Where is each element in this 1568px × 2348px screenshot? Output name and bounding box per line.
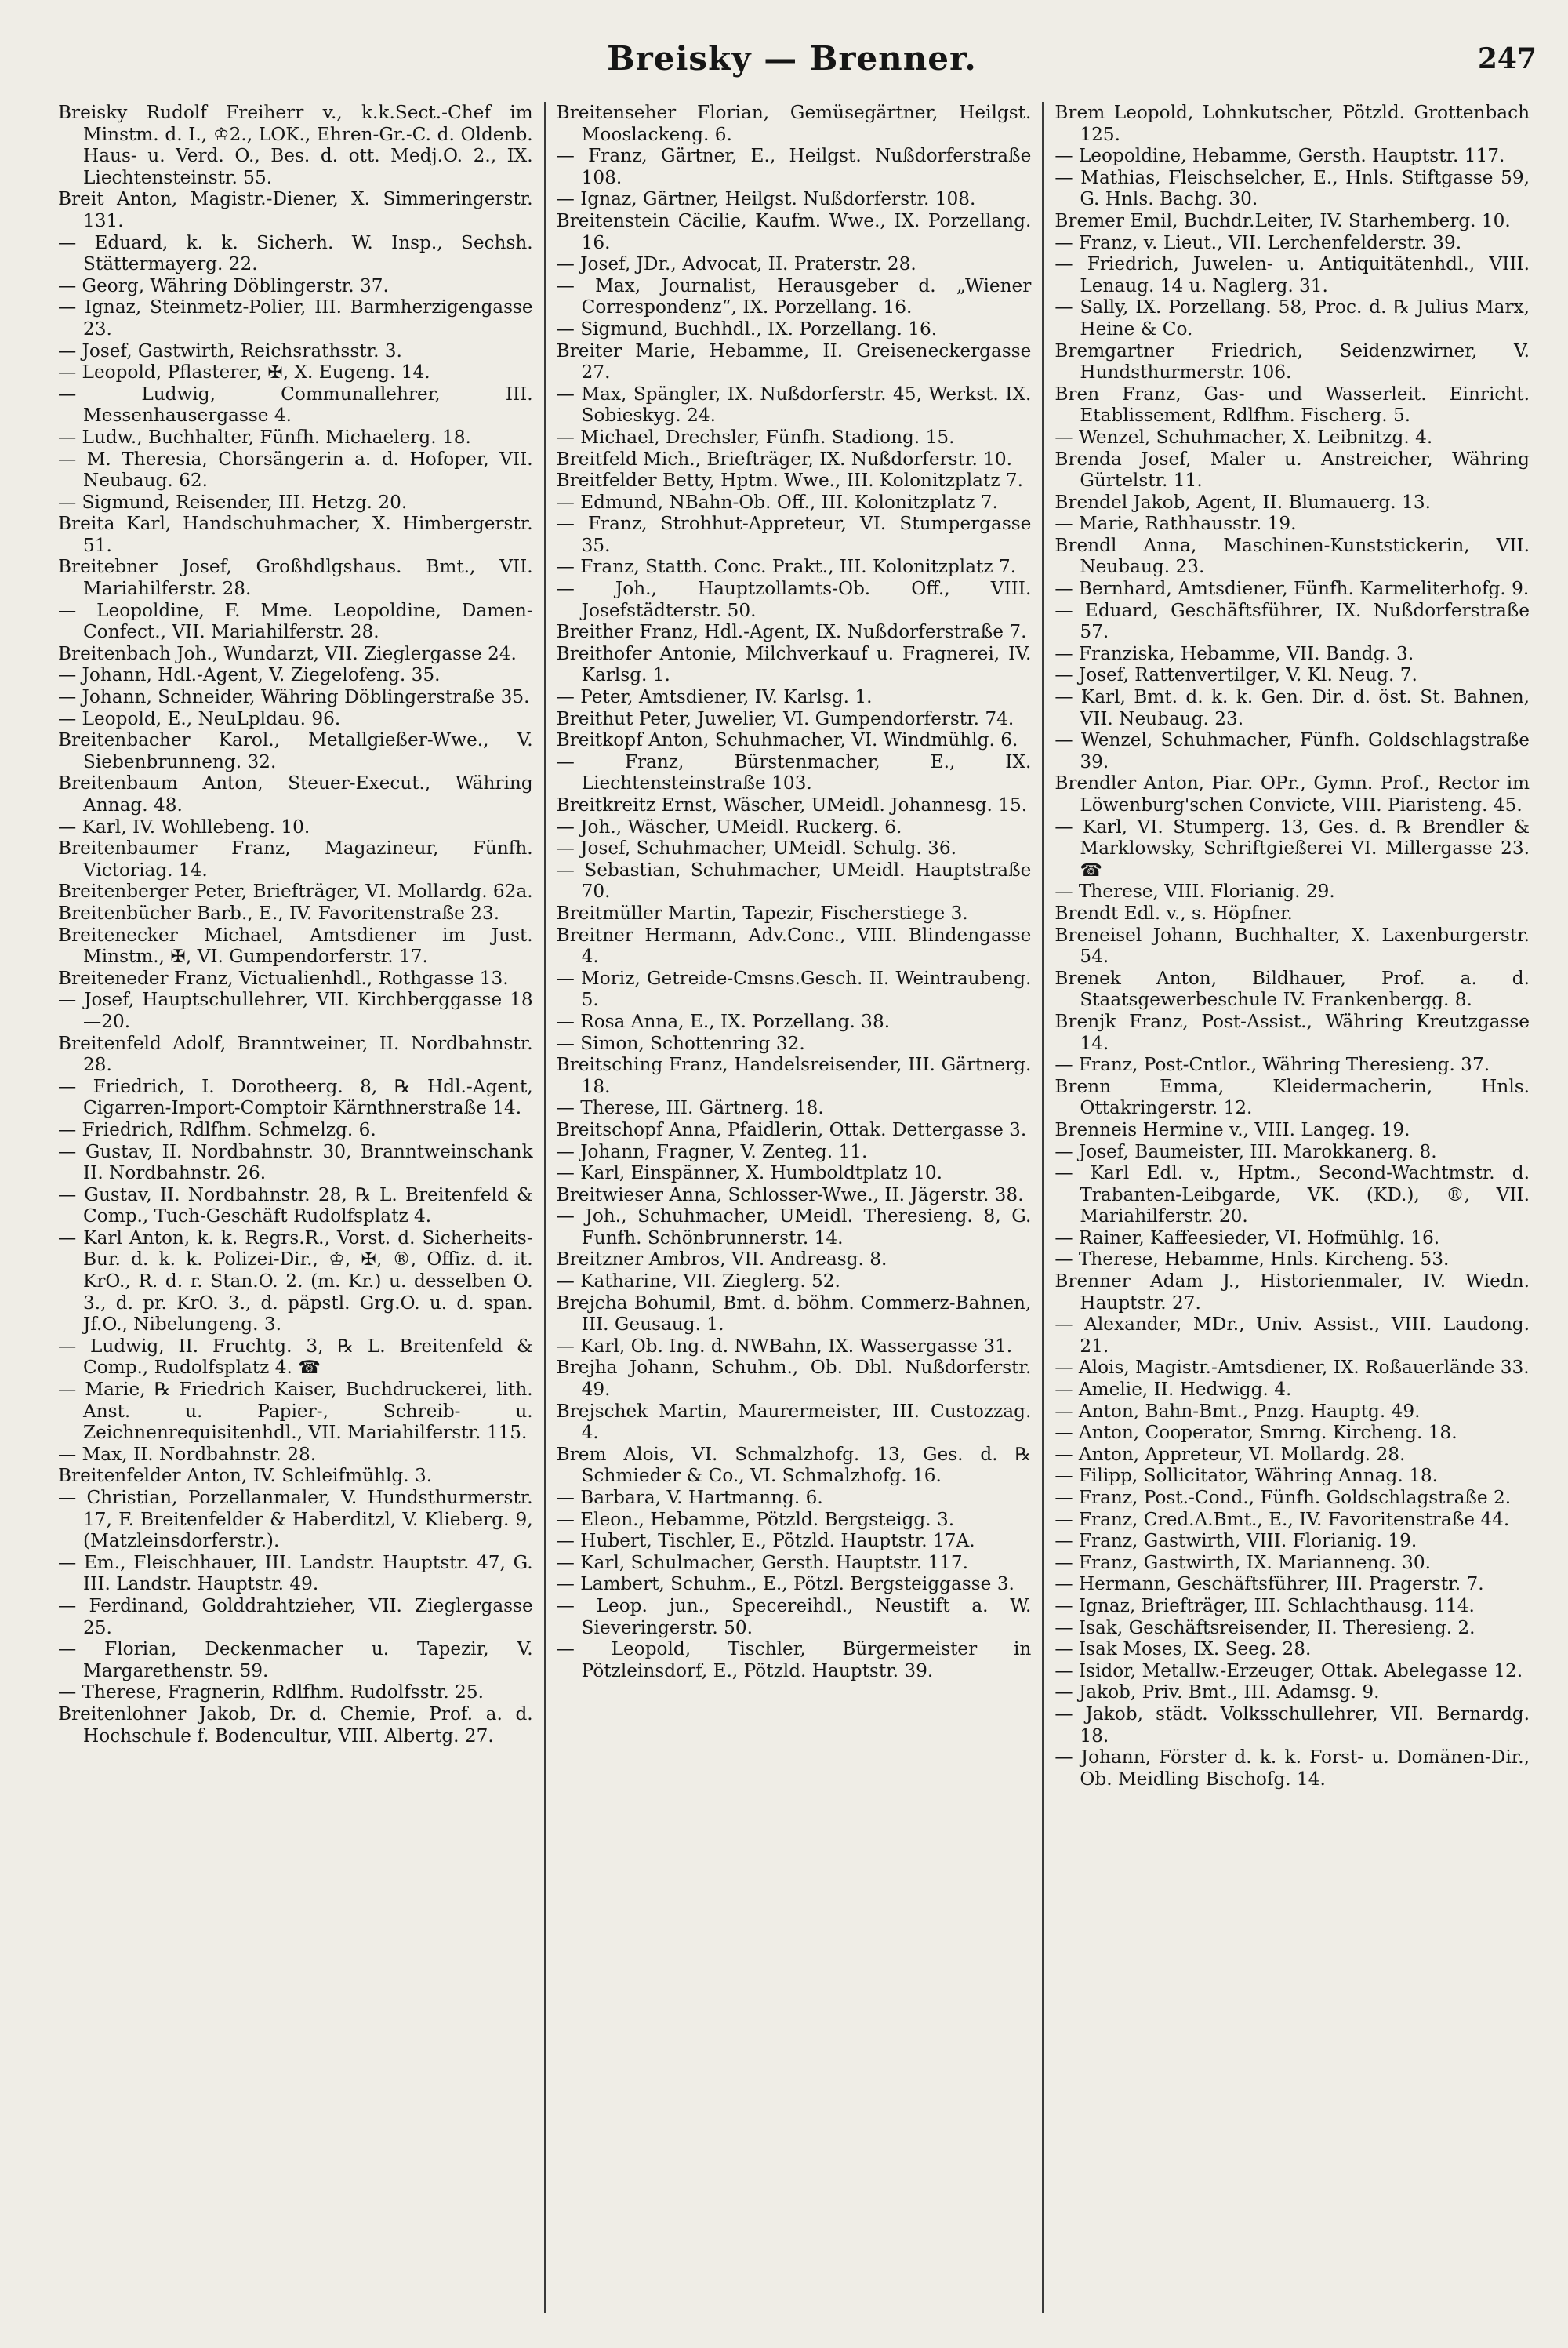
directory-entry: — Ignaz, Steinmetz-Polier, III. Barmherzigengasse 23. [58,296,533,340]
directory-entry: — Franz, Cred.A.Bmt., E., IV. Favoritenstraße 44. [1054,1508,1510,1530]
directory-entry: Breitfeld Mich., Briefträger, IX. Nußdorferstr. 10. [556,448,1013,470]
directory-entry: — Filipp, Sollicitator, Währing Annag. 18. [1054,1465,1438,1487]
directory-entry: — Edmund, NBahn-Ob. Off., III. Kolonitzplatz 7. [556,491,998,513]
directory-entry: Brejschek Martin, Maurermeister, III. Custozzag. 4. [556,1400,1032,1444]
directory-entry: Brem Alois, VI. Schmalzhofg. 13, Ges. d. ℞ Schmieder & Co., VI. Schmalzhofg. 16. [556,1443,1032,1487]
directory-columns [47,102,1541,2313]
directory-entry: Breithut Peter, Juwelier, VI. Gumpendorferstr. 74. [556,707,1014,729]
directory-entry: — Josef, Gastwirth, Reichsrathsstr. 3. [58,340,402,362]
directory-entry: — Rosa Anna, E., IX. Porzellang. 38. [556,1010,891,1032]
directory-entry: — Franziska, Hebamme, VII. Bandg. 3. [1054,642,1414,664]
directory-entry: — Max, Spängler, IX. Nußdorferstr. 45, Werkst. IX. Sobieskyg. 24. [556,383,1032,427]
directory-entry: — Ferdinand, Golddrahtzieher, VII. Zieglergasse 25. [58,1594,533,1638]
directory-entry: — Alexander, MDr., Univ. Assist., VIII. Laudong. 21. [1054,1314,1530,1357]
directory-entry: — Georg, Währing Döblingerstr. 37. [58,274,389,296]
directory-entry: Breitenbücher Barb., E., IV. Favoritenstraße 23. [58,902,500,924]
directory-entry: — Sally, IX. Porzellang. 58, Proc. d. ℞ Julius Marx, Heine & Co. [1054,296,1530,340]
directory-entry: — Franz, v. Lieut., VII. Lerchenfelderstr. 39. [1054,231,1462,253]
directory-entry: Bremgartner Friedrich, Seidenzwirner, V. Hundsthurmerstr. 106. [1054,340,1530,383]
directory-entry: — Katharine, VII. Zieglerg. 52. [556,1270,840,1292]
directory-entry: — Gustav, II. Nordbahnstr. 28, ℞ L. Breitenfeld & Comp., Tuch-Geschäft Rudolfsplatz 4. [58,1183,533,1227]
directory-entry: — Therese, VIII. Florianig. 29. [1054,881,1335,903]
directory-entry: — Franz, Strohhut-Appreteur, VI. Stumpergasse 35. [556,513,1032,556]
directory-entry: — Johann, Hdl.-Agent, V. Ziegelofeng. 35. [58,664,441,686]
page-number: 247 [1477,42,1537,75]
directory-entry: — Mathias, Fleischselcher, E., Hnls. Stiftgasse 59, G. Hnls. Bachg. 30. [1054,166,1530,210]
directory-entry: — Eduard, Geschäftsführer, IX. Nußdorferstraße 57. [1054,599,1530,643]
directory-entry: — M. Theresia, Chorsängerin a. d. Hofoper, VII. Neubaug. 62. [58,448,533,492]
directory-entry: Breitenlohner Jakob, Dr. d. Chemie, Prof. a. d. Hochschule f. Bodencultur, VIII. Albertg. 27. [58,1703,533,1746]
directory-entry: — Em., Fleischhauer, III. Landstr. Hauptstr. 47, G. III. Landstr. Hauptstr. 49. [58,1551,533,1595]
directory-entry: — Hermann, Geschäftsführer, III. Pragerstr. 7. [1054,1573,1484,1595]
directory-entry: — Max, II. Nordbahnstr. 28. [58,1443,317,1465]
directory-entry: — Joh., Wäscher, UMeidl. Ruckerg. 6. [556,816,902,838]
directory-entry: — Friedrich, I. Dorotheerg. 8, ℞ Hdl.-Agent, Cigarren-Import-Comptoir Kärnthnerstraße 14. [58,1075,533,1119]
directory-entry: — Franz, Post.-Cond., Fünfh. Goldschlagstraße 2. [1054,1487,1512,1508]
directory-entry: — Alois, Magistr.-Amtsdiener, IX. Roßauerlände 33. [1054,1357,1530,1379]
directory-entry: Brejcha Bohumil, Bmt. d. böhm. Commerz-Bahnen, III. Geusaug. 1. [556,1292,1032,1336]
directory-entry: Breitenseher Florian, Gemüsegärtner, Heilgst. Mooslackeng. 6. [556,102,1032,145]
directory-entry: Breitenecker Michael, Amtsdiener im Just. Minstm., ✠, VI. Gumpendorferstr. 17. [58,924,533,968]
directory-entry: — Bernhard, Amtsdiener, Fünfh. Karmeliterhofg. 9. [1054,578,1530,600]
directory-entry: — Marie, Rathhausstr. 19. [1054,513,1297,535]
directory-entry: — Ignaz, Briefträger, III. Schlachthausg. 114. [1054,1594,1475,1616]
directory-entry: Breitmüller Martin, Tapezir, Fischerstiege 3. [556,902,968,924]
directory-entry: Brenn Emma, Kleidermacherin, Hnls. Ottakringerstr. 12. [1054,1075,1530,1119]
directory-entry: — Karl, Einspänner, X. Humboldtplatz 10. [556,1162,942,1184]
directory-entry: Breitkopf Anton, Schuhmacher, VI. Windmühlg. 6. [556,729,1018,751]
directory-entry: — Jakob, städt. Volksschullehrer, VII. Bernardg. 18. [1054,1703,1530,1746]
directory-entry: — Eleon., Hebamme, Pötzld. Bergsteigg. 3. [556,1508,955,1530]
directory-entry: — Karl, Schulmacher, Gersth. Hauptstr. 117. [556,1551,968,1573]
directory-entry: Bremer Emil, Buchdr.Leiter, IV. Starhemberg. 10. [1054,209,1511,231]
directory-entry: — Leopoldine, Hebamme, Gersth. Hauptstr. 117. [1054,145,1505,167]
directory-entry: Brenjk Franz, Post-Assist., Währing Kreutzgasse 14. [1054,1010,1530,1054]
directory-entry: Breit Anton, Magistr.-Diener, X. Simmeringerstr. 131. [58,188,533,231]
directory-entry: — Karl, Bmt. d. k. k. Gen. Dir. d. öst. St. Bahnen, VII. Neubaug. 23. [1054,686,1530,729]
directory-entry: Breitenfelder Anton, IV. Schleifmühlg. 3. [58,1465,433,1487]
directory-entry: Bren Franz, Gas- und Wasserleit. Einricht. Etablissement, Rdlfhm. Fischerg. 5. [1054,383,1530,427]
directory-entry: Breitschopf Anna, Pfaidlerin, Ottak. Dettergasse 3. [556,1118,1027,1140]
directory-entry: — Karl, VI. Stumperg. 13, Ges. d. ℞ Brendler & Marklowsky, Schriftgießerei VI. Millergasse 23. ☎ [1054,816,1530,881]
directory-entry: Brejha Johann, Schuhm., Ob. Dbl. Nußdorferstr. 49. [556,1357,1032,1401]
directory-entry: — Sigmund, Buchhdl., IX. Porzellang. 16. [556,318,938,340]
directory-entry: Breisky Rudolf Freiherr v., k.k.Sect.-Chef im Minstm. d. I., ♔2., LOK., Ehren-Gr.-C. d. Oldenb. Haus- u. Verd. O., Bes. d. ott. Medj.O. 2., IX. Liechtensteinstr. 55. [58,102,533,188]
directory-entry: — Marie, ℞ Friedrich Kaiser, Buchdruckerei, lith. Anst. u. Papier-, Schreib- u. Zeichnenrequisitenhdl., VII. Mariahilferstr. 115. [58,1379,533,1444]
directory-entry: — Friedrich, Juwelen- u. Antiquitätenhdl., VIII. Lenaug. 14 u. Naglerg. 31. [1054,253,1530,296]
directory-entry: — Karl, IV. Wohllebeng. 10. [58,816,310,838]
directory-entry: Breitebner Josef, Großhdlgshaus. Bmt., VII. Mariahilferstr. 28. [58,556,533,600]
directory-entry: — Franz, Gärtner, E., Heilgst. Nußdorferstraße 108. [556,145,1032,188]
directory-entry: — Florian, Deckenmacher u. Tapezir, V. Margarethenstr. 59. [58,1638,533,1681]
directory-entry: — Johann, Förster d. k. k. Forst- u. Domänen-Dir., Ob. Meidling Bischofg. 14. [1054,1746,1530,1790]
directory-entry: Brem Leopold, Lohnkutscher, Pötzld. Grottenbach 125. [1054,102,1530,145]
directory-entry: — Leopoldine, F. Mme. Leopoldine, Damen-Confect., VII. Mariahilferstr. 28. [58,599,533,643]
directory-entry: — Leopold, E., NeuLpldau. 96. [58,707,341,729]
directory-entry: — Therese, Hebamme, Hnls. Kircheng. 53. [1054,1249,1450,1270]
directory-entry: — Amelie, II. Hedwigg. 4. [1054,1379,1292,1401]
directory-entry: — Wenzel, Schuhmacher, Fünfh. Goldschlagstraße 39. [1054,729,1530,772]
directory-entry: — Franz, Post-Cntlor., Währing Theresieng. 37. [1054,1054,1490,1076]
directory-entry: — Hubert, Tischler, E., Pötzld. Hauptstr. 17A. [556,1530,975,1552]
directory-entry: Breitenbaum Anton, Steuer-Execut., Währing Annag. 48. [58,772,533,816]
directory-entry: — Eduard, k. k. Sicherh. W. Insp., Sechsh. Stättermayerg. 22. [58,231,533,275]
directory-entry: — Lambert, Schuhm., E., Pötzl. Bergsteiggasse 3. [556,1573,1014,1595]
directory-entry: — Michael, Drechsler, Fünfh. Stadiong. 15. [556,426,955,448]
column-left [47,102,544,2313]
directory-entry: — Joh., Hauptzollamts-Ob. Off., VIII. Josefstädterstr. 50. [556,578,1032,621]
directory-entry: Brendl Anna, Maschinen-Kunststickerin, VII. Neubaug. 23. [1054,534,1530,578]
directory-entry: — Karl, Ob. Ing. d. NWBahn, IX. Wassergasse 31. [556,1335,1013,1357]
directory-entry: — Ludw., Buchhalter, Fünfh. Michaelerg. 18. [58,426,471,448]
directory-entry: — Karl Anton, k. k. Regrs.R., Vorst. d. Sicherheits-Bur. d. k. k. Polizei-Dir., ♔, ✠, ®, Offiz. d. it. KrO., R. d. r. Stan.O. 2. (m. Kr.) u. desselben O. 3., d. pr. KrO. 3., d. päpstl. Grg.O. u. d. span. Jf.O., Nibelungeng. 3. [58,1227,533,1336]
directory-entry: Breitner Hermann, Adv.Conc., VIII. Blindengasse 4. [556,924,1032,968]
directory-entry: — Moriz, Getreide-Cmsns.Gesch. II. Weintraubeng. 5. [556,967,1032,1011]
directory-entry: Breita Karl, Handschuhmacher, X. Himbergerstr. 51. [58,513,533,556]
directory-entry: — Isak Moses, IX. Seeg. 28. [1054,1638,1312,1660]
directory-entry: Breitwieser Anna, Schlosser-Wwe., II. Jägerstr. 38. [556,1183,1024,1205]
directory-entry: Brendt Edl. v., s. Höpfner. [1054,902,1293,924]
directory-entry: — Peter, Amtsdiener, IV. Karlsg. 1. [556,686,873,708]
directory-entry: — Simon, Schottenring 32. [556,1032,805,1054]
directory-entry: — Max, Journalist, Herausgeber d. „Wiener Correspondenz“, IX. Porzellang. 16. [556,274,1032,318]
page-header [47,39,1537,86]
directory-entry: — Franz, Bürstenmacher, E., IX. Liechtensteinstraße 103. [556,751,1032,794]
directory-entry: — Gustav, II. Nordbahnstr. 30, Branntweinschank II. Nordbahnstr. 26. [58,1140,533,1184]
directory-entry: — Karl Edl. v., Hptm., Second-Wachtmstr. d. Trabanten-Leibgarde, VK. (KD.), ®, VII. Mariahilferstr. 20. [1054,1162,1530,1227]
directory-entry: Breithofer Antonie, Milchverkauf u. Fragnerei, IV. Karlsg. 1. [556,642,1032,686]
directory-entry: — Sebastian, Schuhmacher, UMeidl. Hauptstraße 70. [556,859,1032,903]
directory-entry: — Ignaz, Gärtner, Heilgst. Nußdorferstr. 108. [556,188,976,210]
directory-entry: Breiteneder Franz, Victualienhdl., Rothgasse 13. [58,967,509,989]
directory-entry: — Sigmund, Reisender, III. Hetzg. 20. [58,491,408,513]
directory-entry: Breitenberger Peter, Briefträger, VI. Mollardg. 62a. [58,881,533,903]
directory-entry: Breitfelder Betty, Hptm. Wwe., III. Kolonitzplatz 7. [556,470,1024,492]
running-title: Breisky — Brenner. [607,39,977,78]
directory-entry: Breitsching Franz, Handelsreisender, III. Gärtnerg. 18. [556,1054,1032,1097]
directory-entry: — Christian, Porzellanmaler, V. Hundsthurmerstr. 17, F. Breitenfelder & Haberditzl, V. Klieberg. 9, (Matzleinsdorferstr.). [58,1487,533,1552]
directory-entry: — Leopold, Pflasterer, ✠, X. Eugeng. 14. [58,362,430,383]
directory-entry: Breneisel Johann, Buchhalter, X. Laxenburgerstr. 54. [1054,924,1530,968]
directory-entry: Breitenbaumer Franz, Magazineur, Fünfh. Victoriag. 14. [58,838,533,881]
directory-entry: Breitenfeld Adolf, Branntweiner, II. Nordbahnstr. 28. [58,1032,533,1076]
directory-entry: — Therese, III. Gärtnerg. 18. [556,1097,824,1119]
directory-entry: — Isidor, Metallw.-Erzeuger, Ottak. Abelegasse 12. [1054,1659,1523,1681]
directory-entry: Breither Franz, Hdl.-Agent, IX. Nußdorferstraße 7. [556,621,1027,643]
directory-entry: — Anton, Appreteur, VI. Mollardg. 28. [1054,1443,1406,1465]
directory-entry: — Ludwig, II. Fruchtg. 3, ℞ L. Breitenfeld & Comp., Rudolfsplatz 4. ☎ [58,1335,533,1379]
directory-entry: — Wenzel, Schuhmacher, X. Leibnitzg. 4. [1054,426,1433,448]
directory-entry: Brenner Adam J., Historienmaler, IV. Wiedn. Hauptstr. 27. [1054,1270,1530,1314]
directory-entry: — Franz, Gastwirth, VIII. Florianig. 19. [1054,1530,1417,1552]
directory-entry: — Barbara, V. Hartmanng. 6. [556,1487,823,1508]
directory-entry: — Ludwig, Communallehrer, III. Messenhausergasse 4. [58,383,533,427]
directory-entry: — Anton, Cooperator, Smrng. Kircheng. 18. [1054,1422,1457,1444]
directory-entry: — Josef, JDr., Advocat, II. Praterstr. 28. [556,253,916,275]
directory-entry: — Therese, Fragnerin, Rdlfhm. Rudolfsstr. 25. [58,1681,484,1703]
directory-entry: — Josef, Baumeister, III. Marokkanerg. 8. [1054,1140,1437,1162]
column-middle [544,102,1043,2313]
directory-entry: Breitkreitz Ernst, Wäscher, UMeidl. Johannesg. 15. [556,794,1028,816]
directory-entry: — Franz, Statth. Conc. Prakt., III. Kolonitzplatz 7. [556,556,1017,578]
directory-entry: — Johann, Fragner, V. Zenteg. 11. [556,1140,868,1162]
directory-entry: — Josef, Hauptschullehrer, VII. Kirchberggasse 18—20. [58,989,533,1032]
directory-entry: Breitenstein Cäcilie, Kaufm. Wwe., IX. Porzellang. 16. [556,209,1032,253]
directory-entry: — Josef, Schuhmacher, UMeidl. Schulg. 36. [556,838,957,860]
directory-entry: — Isak, Geschäftsreisender, II. Theresieng. 2. [1054,1616,1475,1638]
directory-entry: — Johann, Schneider, Währing Döblingerstraße 35. [58,686,530,708]
directory-entry: Breitenbach Joh., Wundarzt, VII. Zieglergasse 24. [58,642,517,664]
directory-entry: Breitzner Ambros, VII. Andreasg. 8. [556,1249,887,1270]
directory-entry: — Leop. jun., Specereihdl., Neustift a. W. Sieveringerstr. 50. [556,1594,1032,1638]
directory-entry: — Jakob, Priv. Bmt., III. Adamsg. 9. [1054,1681,1380,1703]
directory-entry: Breiter Marie, Hebamme, II. Greiseneckergasse 27. [556,340,1032,383]
directory-entry: Brenneis Hermine v., VIII. Langeg. 19. [1054,1118,1410,1140]
directory-entry: Brenek Anton, Bildhauer, Prof. a. d. Staatsgewerbeschule IV. Frankenbergg. 8. [1054,967,1530,1011]
directory-entry: Brenda Josef, Maler u. Anstreicher, Währing Gürtelstr. 11. [1054,448,1530,492]
directory-entry: Breitenbacher Karol., Metallgießer-Wwe., V. Siebenbrunneng. 32. [58,729,533,772]
directory-entry: — Franz, Gastwirth, IX. Marianneng. 30. [1054,1551,1431,1573]
directory-entry: Brendler Anton, Piar. OPr., Gymn. Prof., Rector im Löwenburg'schen Convicte, VIII. Piaristeng. 45. [1054,772,1530,816]
directory-entry: — Rainer, Kaffeesieder, VI. Hofmühlg. 16. [1054,1227,1440,1249]
directory-entry: — Anton, Bahn-Bmt., Pnzg. Hauptg. 49. [1054,1400,1421,1422]
directory-entry: — Josef, Rattenvertilger, V. Kl. Neug. 7. [1054,664,1417,686]
directory-entry: Brendel Jakob, Agent, II. Blumauerg. 13. [1054,491,1431,513]
directory-entry: — Joh., Schuhmacher, UMeidl. Theresieng. 8, G. Funfh. Schönbrunnerstr. 14. [556,1205,1032,1249]
column-right [1042,102,1541,2313]
directory-entry: — Friedrich, Rdlfhm. Schmelzg. 6. [58,1118,376,1140]
directory-entry: — Leopold, Tischler, Bürgermeister in Pötzleinsdorf, E., Pötzld. Hauptstr. 39. [556,1638,1032,1681]
